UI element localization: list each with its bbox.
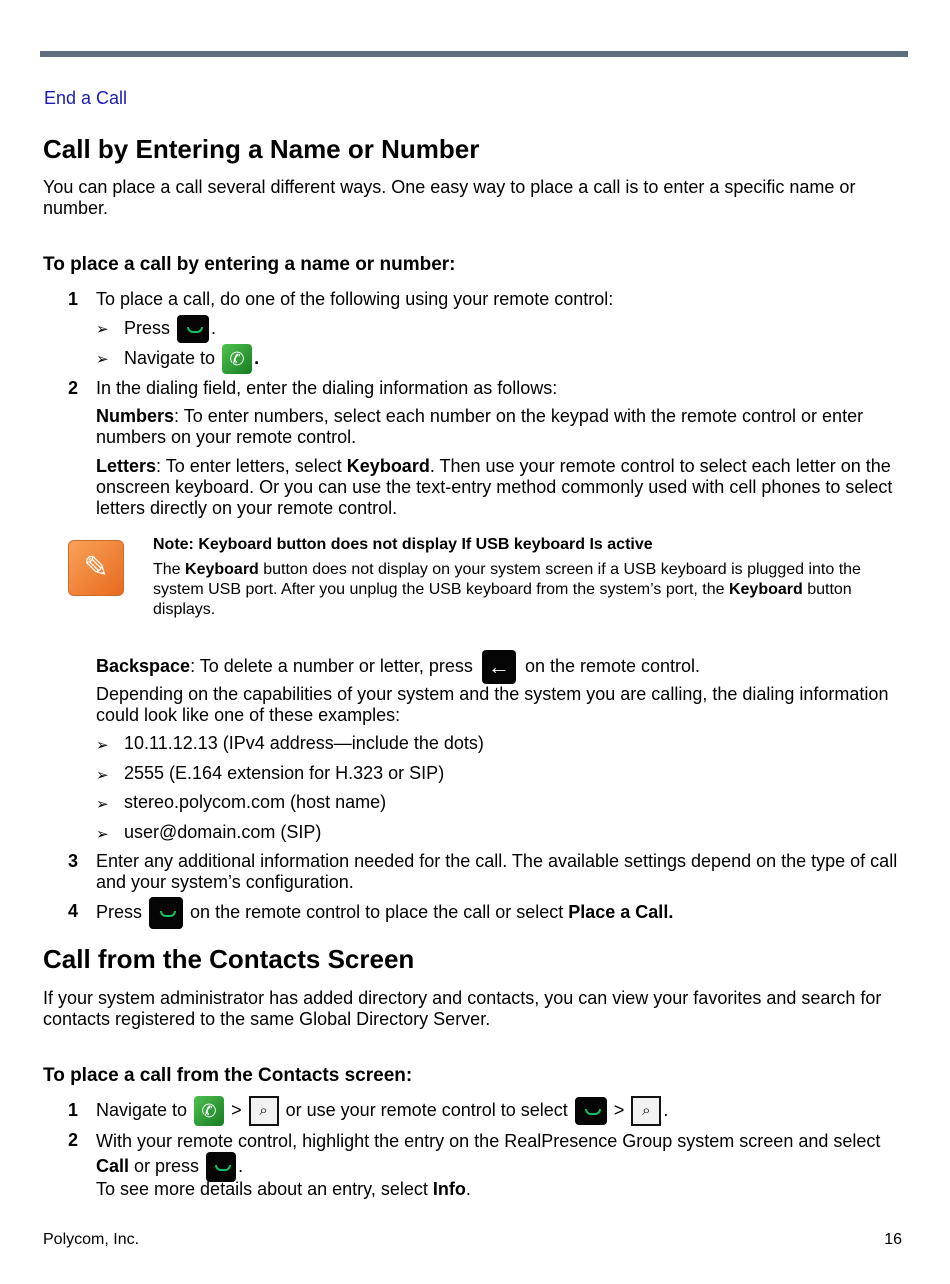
- depending-paragraph: Depending on the capabilities of your system and the system you are calling, the dialing information could look like one of these examples:: [96, 684, 889, 725]
- step4-text: [96, 897, 673, 929]
- section-title-contacts: Call from the Contacts Screen: [43, 944, 415, 974]
- top-rule: [40, 51, 908, 57]
- call-button-icon: [177, 315, 209, 343]
- backspace-post: on the remote control.: [524, 656, 701, 676]
- contacts-search-icon: ⌕: [249, 1096, 279, 1126]
- c1-mid: or use your remote control to select: [285, 1100, 568, 1120]
- bullet-arrow-icon: ➢: [96, 737, 109, 754]
- procedure-title-enter-name: To place a call by entering a name or number:: [43, 254, 456, 275]
- note-kw1: Keyboard: [185, 561, 259, 578]
- backspace-pre: : To delete a number or letter, press: [190, 656, 473, 676]
- letters-text1: : To enter letters, select: [156, 456, 347, 476]
- step4-mid: on the remote control to place the call or select: [190, 902, 569, 922]
- example-item: stereo.polycom.com (host name): [124, 792, 387, 812]
- note-kw2: Keyboard: [728, 581, 803, 598]
- contacts-search-icon: ⌕: [631, 1096, 661, 1126]
- note-title: Note: Keyboard button does not display If USB keyboard Is active: [153, 536, 653, 553]
- step4-pre: Press: [96, 902, 143, 922]
- c1-gt: >: [231, 1100, 242, 1120]
- step-number: 4: [68, 901, 79, 921]
- bullet-arrow-icon: ➢: [96, 826, 109, 843]
- c2-keyword: Call: [96, 1155, 130, 1176]
- section1-intro: You can place a call several different ways. One easy way to place a call is to enter a specific name or number.: [43, 177, 856, 218]
- backspace-arrow-icon: ←: [482, 650, 516, 684]
- contacts-step1-text: [96, 1095, 668, 1126]
- step1-bullet-navigate: [124, 343, 259, 374]
- green-phone-icon: ✆: [194, 1096, 224, 1126]
- info-post: .: [465, 1179, 471, 1199]
- info-keyword: Info: [432, 1179, 466, 1199]
- example-item: 2555 (E.164 extension for H.323 or SIP): [124, 763, 445, 783]
- step1-bullet-press: [124, 314, 216, 343]
- step-number: 2: [68, 378, 79, 398]
- call-button-icon: [206, 1152, 236, 1182]
- c1-pre: Navigate to: [96, 1100, 188, 1120]
- bullet-arrow-icon: ➢: [96, 351, 109, 368]
- example-item: user@domain.com (SIP): [124, 822, 322, 842]
- step-number: 1: [68, 1100, 79, 1120]
- step-number: 3: [68, 851, 79, 871]
- c1-gt2: >: [613, 1100, 625, 1120]
- press-post: .: [211, 318, 217, 338]
- note-pencil-icon: ✎: [68, 540, 124, 596]
- backspace-paragraph: [96, 648, 700, 684]
- bullet-arrow-icon: ➢: [96, 767, 109, 784]
- numbers-label: Numbers: [96, 406, 175, 426]
- end-call-link[interactable]: End a Call: [44, 88, 128, 108]
- step3-text: Enter any additional information needed for the call. The available settings depend on the type of call and your system’s configuration.: [96, 851, 898, 892]
- note-body: [153, 560, 893, 620]
- letters-text2: . Then use your remote control to select each letter on the onscreen keyboard. Or you can use the text-entry method commonly used with cell phones to select letters directly on your remote control.: [96, 456, 893, 518]
- section-title-enter-name: Call by Entering a Name or Number: [43, 134, 480, 164]
- call-button-icon: [575, 1097, 607, 1125]
- letters-label: Letters: [96, 456, 157, 476]
- numbers-paragraph: [96, 406, 906, 448]
- backspace-label: Backspace: [96, 656, 191, 676]
- info-paragraph: [96, 1179, 471, 1200]
- step4-keyword: Place a Call.: [568, 902, 674, 922]
- section2-intro: If your system administrator has added directory and contacts, you can view your favorites and search for contacts registered to the same Global Directory Server.: [43, 988, 882, 1029]
- c1-post: .: [663, 1100, 669, 1120]
- note-t2: button does not display on your system screen if a USB keyboard is plugged into the system USB port. After you unplug the USB keyboard from the system’s port, the: [153, 561, 861, 598]
- info-pre: To see more details about an entry, select: [96, 1179, 433, 1199]
- letters-keyword: Keyboard: [346, 456, 430, 476]
- bullet-arrow-icon: ➢: [96, 321, 109, 338]
- example-item: 10.11.12.13 (IPv4 address—include the dots): [124, 733, 484, 753]
- c2-post: .: [238, 1155, 244, 1176]
- procedure-title-contacts: To place a call from the Contacts screen:: [43, 1065, 413, 1086]
- step-number: 2: [68, 1130, 79, 1150]
- c2-mid: or press: [129, 1155, 200, 1176]
- press-label: Press: [124, 318, 171, 338]
- numbers-text: : To enter numbers, select each number on the keypad with the remote control or enter numbers on your remote control.: [96, 406, 864, 447]
- step1-text: To place a call, do one of the following using your remote control:: [96, 289, 614, 309]
- letters-paragraph: [96, 456, 906, 519]
- step2-text: In the dialing field, enter the dialing information as follows:: [96, 378, 558, 398]
- note-t1: The: [153, 561, 186, 578]
- green-phone-icon: ✆: [222, 344, 252, 374]
- call-button-icon: [149, 897, 183, 929]
- step-number: 1: [68, 289, 79, 309]
- navigate-label: Navigate to: [124, 348, 216, 368]
- note-t3: button displays.: [153, 581, 852, 618]
- c2-text: With your remote control, highlight the entry on the RealPresence Group system screen and select: [96, 1131, 881, 1151]
- contacts-step2-text: [96, 1130, 906, 1182]
- footer-page-number: 16: [884, 1231, 902, 1248]
- navigate-post: .: [254, 348, 260, 368]
- bullet-arrow-icon: ➢: [96, 796, 109, 813]
- footer-company: Polycom, Inc.: [43, 1231, 140, 1248]
